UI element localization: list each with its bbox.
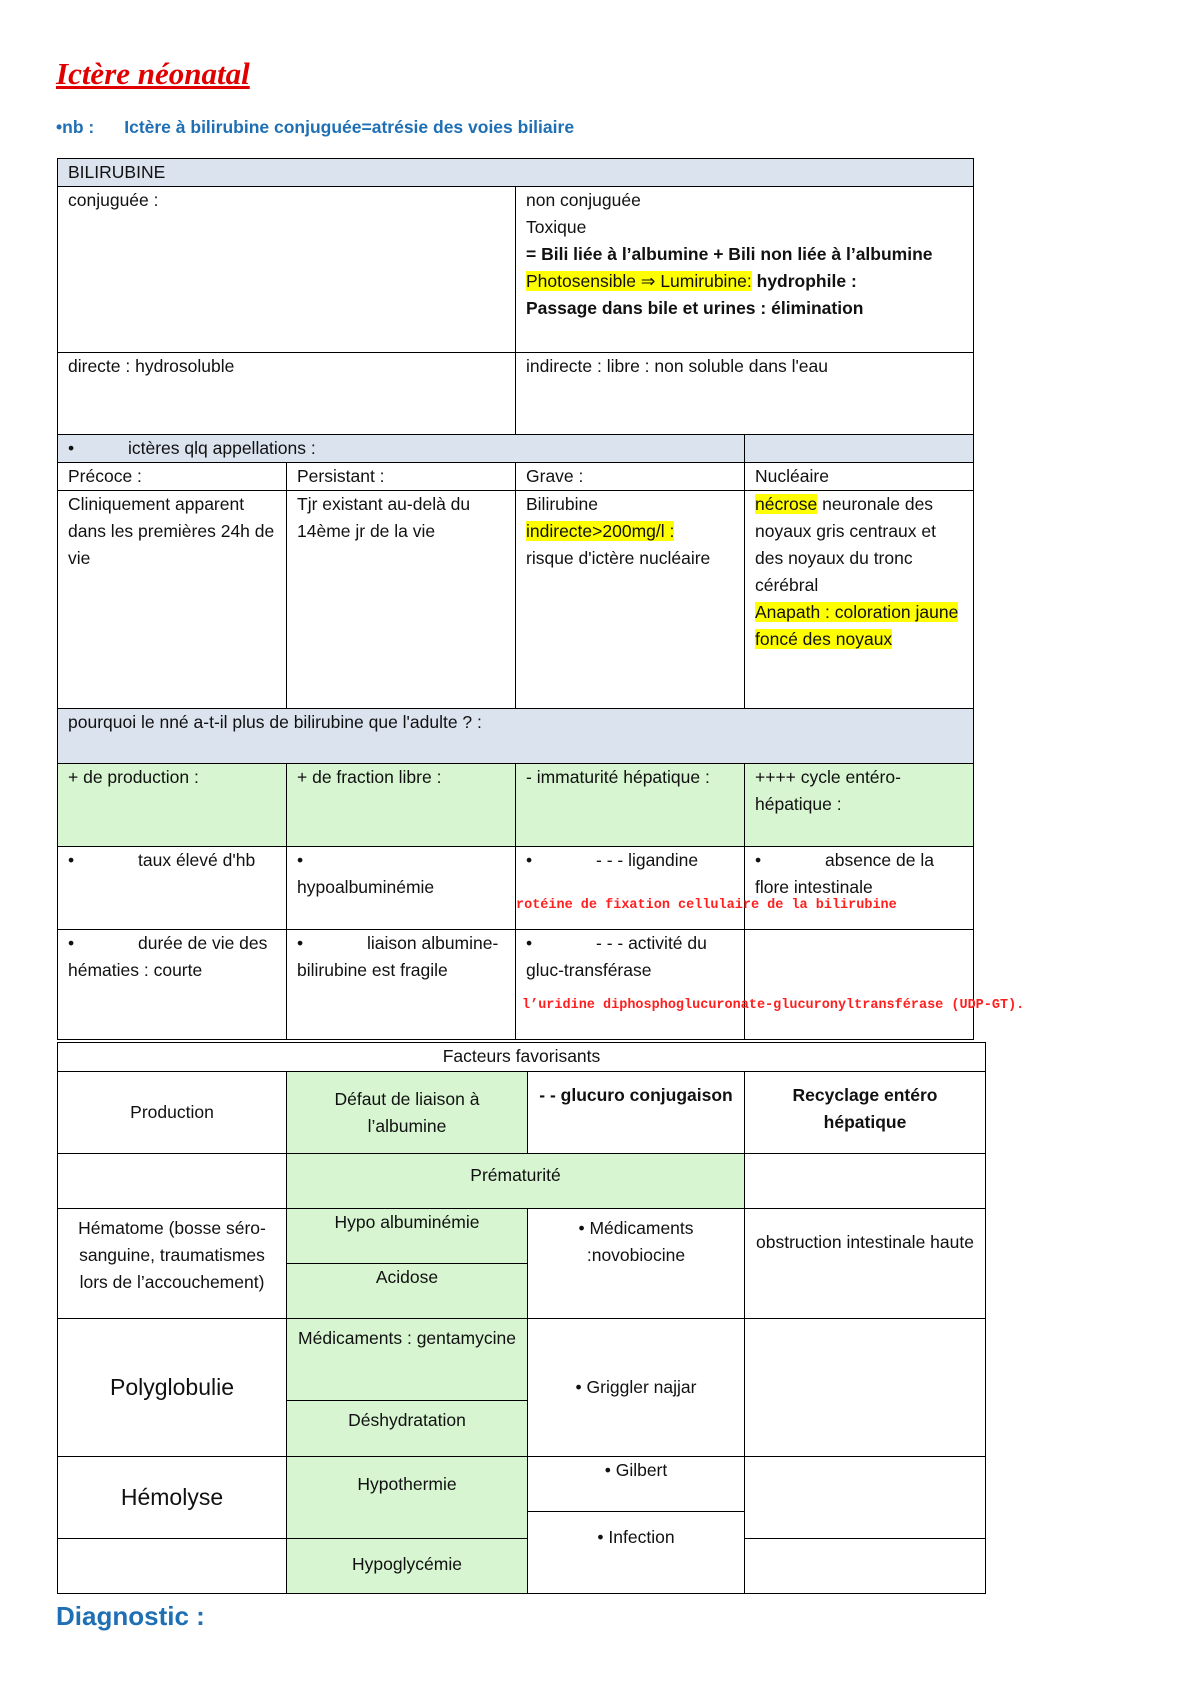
facteurs-header: Facteurs favorisants: [58, 1043, 986, 1072]
liaison-text: liaison albumine-bilirubine est fragile: [297, 933, 499, 980]
nb-bullet: •: [56, 117, 63, 137]
annotation-udpgt: l’uridine diphosphoglucuronate-glucuronyltransférase (UDP-GT).: [522, 998, 1025, 1013]
empty-cell: [745, 1457, 986, 1539]
production-header: + de production :: [58, 764, 287, 847]
pourquoi-question: pourquoi le nné a-t-il plus de bilirubine que l'adulte ? :: [58, 709, 974, 764]
hypoalbuminemie-cell: [287, 847, 516, 930]
directe-cell: directe : hydrosoluble: [58, 353, 516, 435]
persistant-text: Tjr existant au-delà du 14ème jr de la vie: [287, 491, 516, 709]
empty-cell: [745, 1154, 986, 1209]
necrose-highlight: nécrose: [755, 494, 818, 514]
grave-line3: risque d'ictère nucléaire: [526, 548, 711, 568]
diagnostic-heading: Diagnostic :: [56, 1601, 205, 1631]
hypoalbuminemie-text: hypoalbuminémie: [297, 877, 435, 897]
infection-cell: • Infection: [528, 1512, 745, 1594]
production-col-header: Production: [58, 1072, 287, 1154]
precoce-text: Cliniquement apparent dans les premières 24h de vie: [58, 491, 287, 709]
taux-hb-cell: [58, 847, 287, 930]
nb-label: nb :: [62, 117, 95, 137]
duree-vie-cell: [58, 930, 287, 1040]
bullet: •: [526, 933, 533, 953]
activite-cell: [516, 930, 745, 1040]
grave-text: [516, 491, 745, 709]
non-conjuguee-title: non conjuguée: [526, 190, 641, 210]
facteurs-table: [57, 1042, 986, 1594]
liaison-cell: [287, 930, 516, 1040]
icteres-header-text: ictères qlq appellations :: [128, 438, 316, 458]
bilirubine-header: BILIRUBINE: [58, 159, 974, 187]
hypoglycemie-cell: Hypoglycémie: [287, 1539, 528, 1594]
annotation-proteine: rotéine de fixation cellulaire de la bilirubine: [516, 898, 897, 913]
acidose-cell: Acidose: [287, 1264, 528, 1319]
empty-cell: [745, 1319, 986, 1457]
grave-label: Grave :: [516, 463, 745, 491]
prematurite-cell: Prématurité: [287, 1154, 745, 1209]
medicaments-gentamycine-cell: Médicaments : gentamycine: [287, 1319, 528, 1401]
empty-cell: [745, 1539, 986, 1594]
persistant-label: Persistant :: [287, 463, 516, 491]
icteres-bullet: •: [68, 438, 75, 458]
toxique-label: Toxique: [526, 217, 587, 237]
empty-cell: [745, 930, 974, 1040]
flore-cell: [745, 847, 974, 930]
bullet: •: [68, 933, 75, 953]
icteres-header-empty: [745, 435, 974, 463]
indirecte-cell: indirecte : libre : non soluble dans l'eau: [516, 353, 974, 435]
duree-vie-text: durée de vie des hématies : courte: [68, 933, 268, 980]
bili-composition: = Bili liée à l’albumine + Bili non liée à l’albumine: [526, 244, 933, 264]
polyglobulie-cell: Polyglobulie: [58, 1319, 287, 1457]
nb-note: [56, 114, 574, 140]
defaut-liaison-header: Défaut de liaison à l’albumine: [287, 1072, 528, 1154]
icteres-header: [58, 435, 745, 463]
anapath-highlight: Anapath : coloration jaune foncé des noyaux: [755, 602, 959, 649]
precoce-label: Précoce :: [58, 463, 287, 491]
bullet: •: [68, 850, 75, 870]
photosensible-highlight: Photosensible ⇒ Lumirubine:: [526, 271, 752, 291]
grave-highlight: indirecte>200mg/l :: [526, 521, 675, 541]
ligandine-cell: [516, 847, 745, 930]
bullet: •: [755, 850, 762, 870]
nucleaire-line1: neuronale des noyaux gris centraux et: [755, 494, 936, 541]
hematome-cell: Hématome (bosse séro-sanguine, traumatismes lors de l’accouchement): [58, 1209, 287, 1319]
glucuro-header: - - glucuro conjugaison: [528, 1072, 745, 1154]
page-title: Ictère néonatal: [56, 56, 250, 91]
bullet: •: [526, 850, 533, 870]
hemolyse-cell: Hémolyse: [58, 1457, 287, 1539]
hydrophile-label: hydrophile :: [751, 271, 857, 291]
bullet: •: [297, 933, 304, 953]
empty-cell: [58, 1539, 287, 1594]
conjuguee-cell: conjuguée :: [58, 187, 516, 353]
ligandine-text: - - - ligandine: [596, 850, 699, 870]
taux-hb-text: taux élevé d'hb: [138, 850, 256, 870]
activite-text: - - - activité du gluc-transférase: [526, 933, 707, 980]
obstruction-cell: obstruction intestinale haute: [745, 1209, 986, 1319]
nucleaire-label: Nucléaire: [745, 463, 974, 491]
recyclage-header: Recyclage entéro hépatique: [745, 1072, 986, 1154]
non-conjuguee-cell: [516, 187, 974, 353]
nucleaire-text: [745, 491, 974, 709]
passage-text: Passage dans bile et urines : élimination: [526, 298, 864, 318]
grave-line1: Bilirubine: [526, 494, 598, 514]
bullet: •: [297, 850, 304, 870]
nucleaire-line2: des noyaux du tronc cérébral: [755, 548, 913, 595]
empty-cell: [58, 1154, 287, 1209]
flore-text: absence de la flore intestinale: [755, 850, 934, 897]
immaturite-header: - immaturité hépatique :: [516, 764, 745, 847]
fraction-libre-header: + de fraction libre :: [287, 764, 516, 847]
gilbert-cell: • Gilbert: [528, 1457, 745, 1512]
cycle-header: ++++ cycle entéro-hépatique :: [745, 764, 974, 847]
medicaments-novobiocine-cell: • Médicaments :novobiocine: [528, 1209, 745, 1319]
hypothermie-cell: Hypothermie: [287, 1457, 528, 1539]
nb-text: Ictère à bilirubine conjuguée=atrésie des voies biliaire: [124, 117, 575, 137]
griggler-cell: • Griggler najjar: [528, 1319, 745, 1457]
hypo-albuminemie-cell: Hypo albuminémie: [287, 1209, 528, 1264]
deshydratation-cell: Déshydratation: [287, 1401, 528, 1457]
